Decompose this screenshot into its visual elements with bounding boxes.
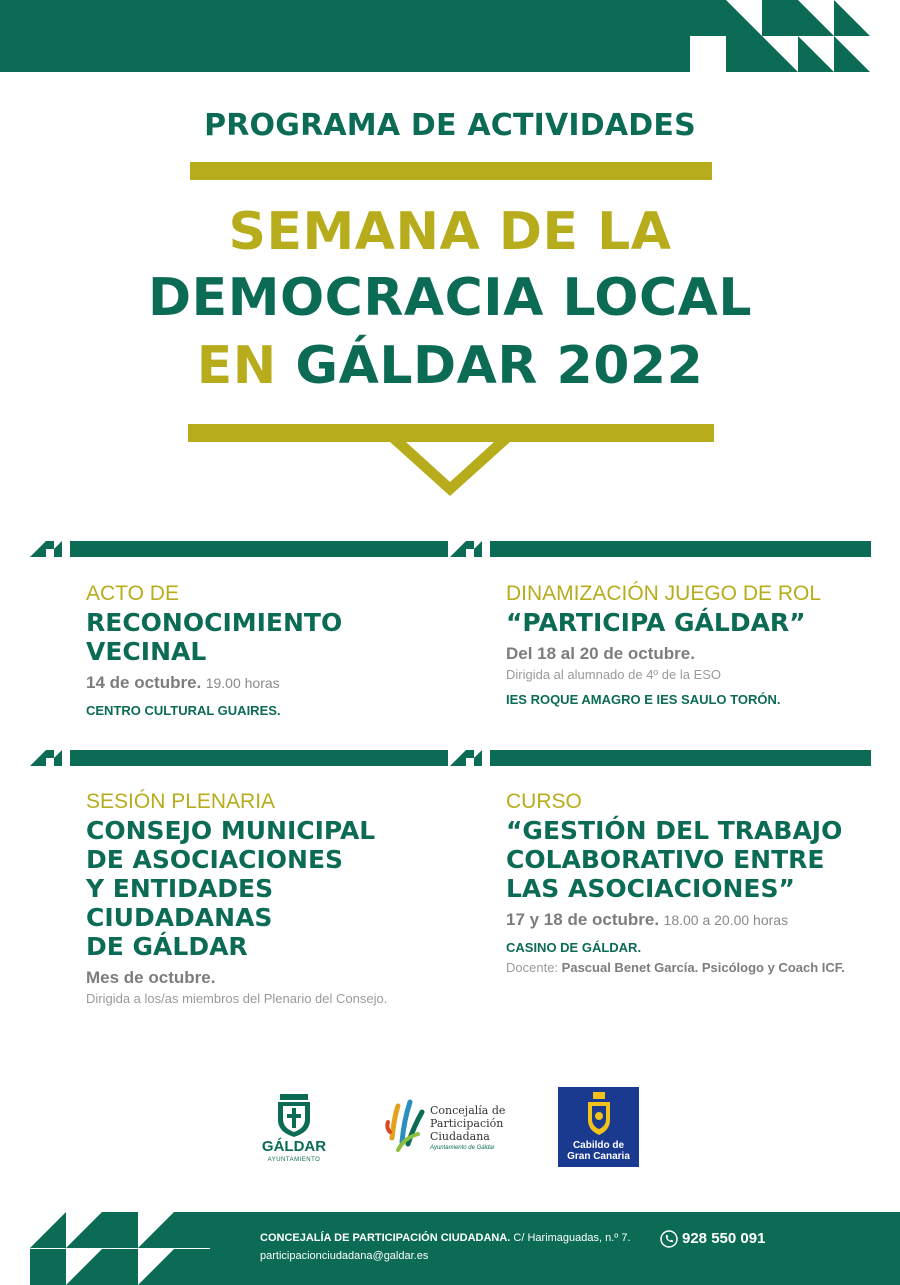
teacher-label: Docente: [506, 960, 559, 975]
footer-street: C/ Harimaguadas, n.º 7. [513, 1232, 631, 1244]
activity-reconocimiento [86, 582, 436, 721]
activity-kicker: DINAMIZACIÓN JUEGO DE ROL [506, 582, 822, 605]
activity-when [506, 643, 876, 666]
activity-place: CASINO DE GÁLDAR. [506, 940, 642, 955]
title-line-1: SEMANA DE LA [228, 202, 672, 262]
cabildo-line: Gran Canaria [567, 1151, 630, 1162]
headline-line: “PARTICIPA GÁLDAR” [506, 608, 806, 637]
chevron-down-divider [188, 424, 714, 498]
headline-line: VECINAL [86, 637, 207, 666]
activity-headline [86, 608, 436, 666]
headline-line: CIUDADANAS [86, 903, 273, 932]
headline-line: DE GÁLDAR [86, 932, 248, 961]
top-band [0, 0, 690, 72]
activity-headline [506, 608, 876, 637]
activity-kicker: CURSO [506, 790, 582, 813]
separator-pattern [450, 750, 490, 766]
activity-kicker: ACTO DE [86, 582, 179, 605]
separator-pattern [450, 541, 490, 557]
galdar-logo-text: GÁLDAR [261, 1138, 327, 1155]
teacher-name: Pascual Benet García. Psicólogo y Coach ICF. [561, 960, 845, 975]
separator-pattern [30, 750, 70, 766]
activity-place: IES ROQUE AMAGRO E IES SAULO TORÓN. [506, 692, 781, 707]
cabildo-crest-icon [586, 1092, 612, 1136]
headline-line: RECONOCIMIENTO [86, 608, 343, 637]
activity-date: 17 y 18 de octubre. [506, 910, 660, 929]
section-separator [30, 541, 448, 557]
galdar-logo-subtext: AYUNTAMIENTO [267, 1157, 321, 1163]
galdar-shield-logo [274, 1092, 314, 1138]
activity-consejo [86, 790, 446, 1008]
title-en: EN [196, 336, 277, 396]
concejalia-line: Ciudadana [430, 1130, 490, 1143]
activity-time: 19.00 horas [205, 675, 280, 691]
activity-kicker: SESIÓN PLENARIA [86, 790, 276, 813]
programa-heading: PROGRAMA DE ACTIVIDADES [204, 108, 696, 143]
activity-time: 18.00 a 20.00 horas [663, 912, 789, 928]
activity-headline [506, 816, 886, 903]
concejalia-logo-subtext: Ayuntamiento de Gáldar [430, 1145, 495, 1151]
olive-divider [190, 162, 712, 180]
activity-place: CENTRO CULTURAL GUAIRES. [86, 703, 281, 718]
headline-line: COLABORATIVO ENTRE [506, 845, 825, 874]
top-triangle-pattern [690, 0, 900, 72]
phone-icon [660, 1230, 678, 1248]
section-separator [450, 750, 871, 766]
headline-line: Y ENTIDADES [86, 874, 274, 903]
activity-note: Dirigida al alumnado de 4º de la ESO [506, 667, 722, 682]
activity-note: Dirigida a los/as miembros del Plenario del Consejo. [86, 991, 388, 1006]
concejalia-line: Participación [430, 1117, 504, 1130]
headline-line: LAS ASOCIACIONES” [506, 874, 795, 903]
concejalia-logo-text [430, 1104, 505, 1143]
activity-date: Del 18 al 20 de octubre. [506, 644, 695, 663]
separator-pattern [30, 541, 70, 557]
title-line-2: DEMOCRACIA LOCAL [148, 268, 752, 328]
section-separator [450, 541, 871, 557]
headline-line: DE ASOCIACIONES [86, 845, 344, 874]
headline-line: CONSEJO MUNICIPAL [86, 816, 376, 845]
activity-participa [506, 582, 876, 710]
cabildo-logo-text [558, 1140, 639, 1162]
activity-headline [86, 816, 446, 961]
activity-date: Mes de octubre. [86, 968, 216, 987]
activity-teacher [506, 958, 886, 978]
activity-when [506, 909, 886, 932]
section-separator [30, 750, 448, 766]
footer-email[interactable]: participacionciudadana@galdar.es [260, 1250, 429, 1262]
activity-curso [506, 790, 886, 978]
participation-hands-logo [384, 1098, 428, 1154]
footer-phone[interactable]: 928 550 091 [682, 1230, 766, 1247]
footer-org: CONCEJALÍA DE PARTICIPACIÓN CIUDADANA. [260, 1232, 511, 1244]
title-galdar-2022: GÁLDAR 2022 [295, 336, 704, 396]
headline-line: “GESTIÓN DEL TRABAJO [506, 816, 843, 845]
activity-when [86, 672, 436, 695]
footer-address [260, 1232, 631, 1244]
cabildo-line: Cabildo de [572, 1140, 625, 1151]
activity-date: 14 de octubre. [86, 673, 202, 692]
concejalia-line: Concejalía de [430, 1104, 506, 1117]
footer-band [210, 1212, 900, 1285]
activity-when [86, 967, 446, 990]
footer-triangle-pattern [30, 1212, 210, 1285]
title-line-3 [0, 336, 900, 396]
